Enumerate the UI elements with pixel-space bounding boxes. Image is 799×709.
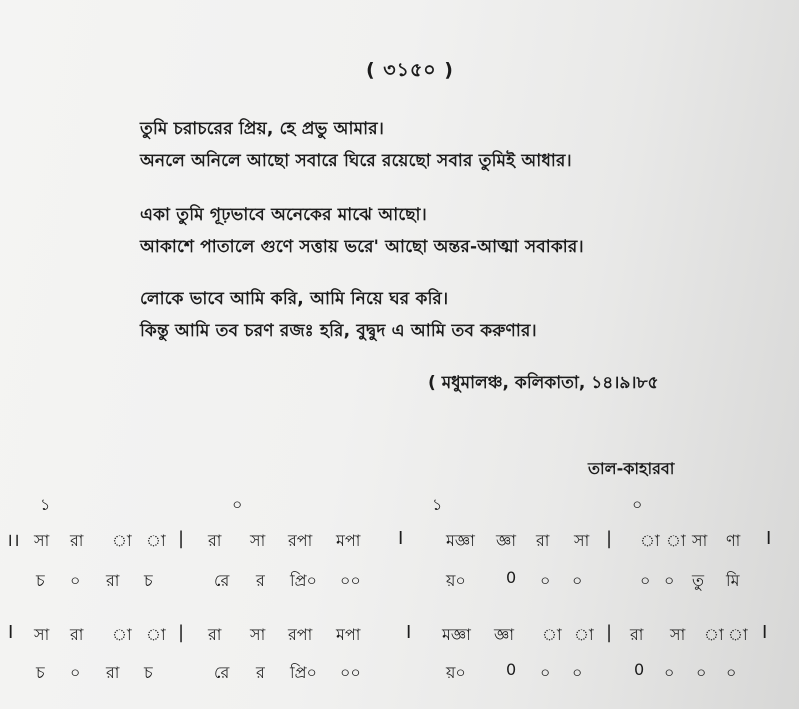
barline: I (398, 528, 404, 549)
swara-note: সা (574, 531, 590, 550)
swara-note: রা (630, 625, 644, 644)
swara-row (0, 622, 799, 652)
syllable: রা (106, 571, 120, 590)
lyric-line: একা তুমি গূঢ়ভাবে অনেকের মাঝে আছো। (140, 205, 427, 225)
syllable: চ (144, 571, 153, 590)
swara-note: জ্ঞা (494, 625, 514, 644)
beat-mark: ০ (632, 495, 643, 514)
swara-note: া (542, 625, 562, 644)
swara-note: মজ্ঞা (446, 531, 475, 550)
swara-note: রা (70, 531, 84, 550)
swara-note: সা (250, 625, 266, 644)
syllable: 0 (506, 660, 517, 679)
syllable: প্রি০ (290, 571, 317, 590)
swara-note: া (728, 625, 748, 644)
swara-note: রপা (288, 625, 313, 644)
swara-note: জ্ঞা (496, 531, 516, 550)
syllable: চ (36, 571, 45, 590)
barline: | (178, 528, 185, 549)
syllable: ০ (726, 663, 737, 682)
lyric-syllable-row (0, 660, 799, 690)
syllable: 0 (506, 568, 517, 587)
syllable: মি (726, 571, 740, 590)
barline: | (178, 622, 185, 643)
syllable: ০ (540, 571, 551, 590)
syllable: ০ (70, 571, 81, 590)
barline: I (762, 622, 768, 643)
swara-note: সা (692, 531, 708, 550)
syllable: ০ (696, 663, 707, 682)
lyric-line: কিন্তু আমি তব চরণ রজঃ হরি, বুদ্বুদ এ আমি তব করুণার। (140, 321, 537, 341)
barline: | (606, 528, 613, 549)
beat-mark: ১ (40, 495, 51, 514)
barline: I (766, 528, 772, 549)
syllable: ০ (664, 663, 675, 682)
swara-note: সা (670, 625, 686, 644)
swara-note: মপা (336, 625, 361, 644)
syllable: য়০ (446, 571, 466, 590)
syllable: চ (144, 663, 153, 682)
swara-note: া (704, 625, 724, 644)
syllable: রে (214, 571, 230, 590)
lyric-line: আকাশে পাতালে গুণে সত্তায় ভরে' আছো অন্তর-আত্মা সবাকার। (140, 237, 584, 257)
syllable: র (256, 663, 265, 682)
swara-note: া (640, 531, 660, 550)
beat-mark: ১ (432, 495, 443, 514)
lyric-line: তুমি চরাচরের প্রিয়, হে প্রভু আমার। (140, 119, 385, 139)
swara-note: রা (208, 625, 222, 644)
swara-note: া (112, 625, 132, 644)
swara-row (0, 528, 799, 558)
syllable: ০০ (340, 571, 361, 590)
swara-note: া (146, 531, 166, 550)
syllable: রে (214, 663, 230, 682)
syllable: চ (36, 663, 45, 682)
lyric-line: অনলে অনিলে আছো সবারে ঘিরে রয়েছো সবার তুমিই আধার। (140, 151, 572, 171)
swara-note: া (666, 531, 686, 550)
syllable: ০ (640, 571, 651, 590)
swara-note: রা (70, 625, 84, 644)
barline: I (406, 622, 412, 643)
syllable: য়০ (446, 663, 466, 682)
song-number-heading: ( ৩১৫০ ) (366, 59, 454, 81)
source-attribution: ( মধুমালঞ্চ, কলিকাতা, ১৪।৯।৮৫ (428, 373, 659, 393)
swara-note: া (112, 531, 132, 550)
swara-note: সা (250, 531, 266, 550)
tala-label: তাল-কাহারবা (588, 459, 675, 478)
swara-note: রা (536, 531, 550, 550)
swara-note: া (574, 625, 594, 644)
syllable: ০ (664, 571, 675, 590)
barline: | (606, 622, 613, 643)
swara-note: সা (34, 531, 50, 550)
syllable: 0 (634, 660, 645, 679)
syllable: ০০ (340, 663, 361, 682)
swara-note: মজ্ঞা (442, 625, 471, 644)
lyric-syllable-row (0, 568, 799, 598)
syllable: তু (692, 571, 705, 590)
swara-note: সা (34, 625, 50, 644)
swara-note: মপা (336, 531, 361, 550)
syllable: প্রি০ (290, 663, 317, 682)
barline: ।। (6, 530, 20, 551)
swara-note: ণা (726, 531, 741, 550)
syllable: রা (106, 663, 120, 682)
swara-note: া (146, 625, 166, 644)
syllable: ০ (572, 663, 583, 682)
syllable: ০ (70, 663, 81, 682)
beat-mark: ০ (232, 495, 243, 514)
barline: I (8, 622, 14, 643)
syllable: ০ (572, 571, 583, 590)
lyric-line: লোকে ভাবে আমি করি, আমি নিয়ে ঘর করি। (140, 289, 449, 309)
swara-note: রপা (288, 531, 313, 550)
syllable: ০ (540, 663, 551, 682)
swara-note: রা (208, 531, 222, 550)
syllable: র (256, 571, 265, 590)
